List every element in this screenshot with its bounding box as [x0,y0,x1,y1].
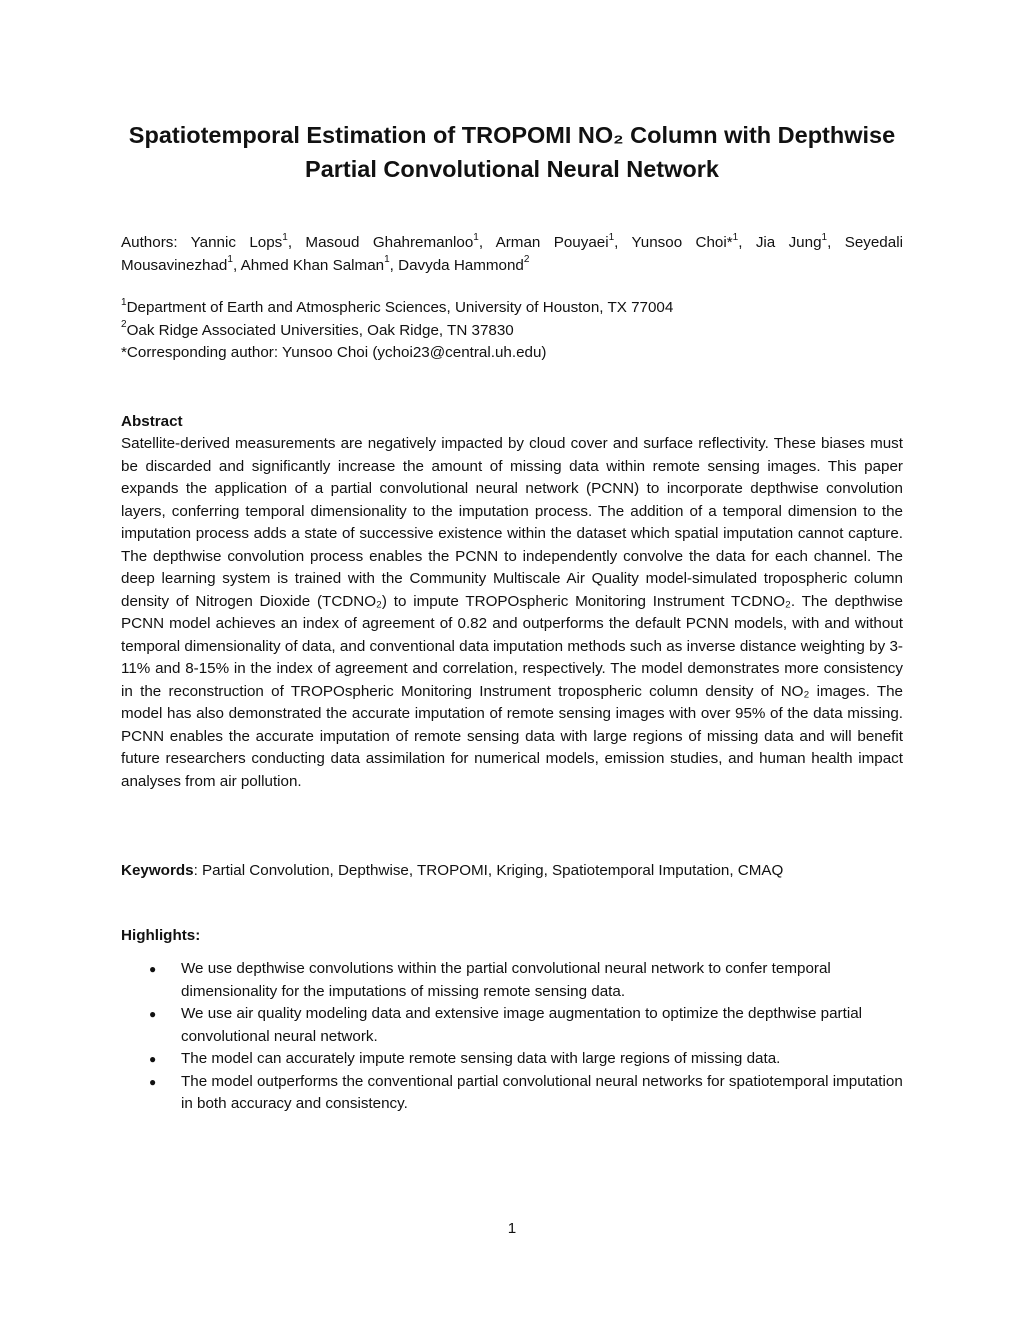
paper-title-line-2: Partial Convolutional Neural Network [305,156,719,182]
author-8: Davyda Hammond$^2$ [398,254,530,274]
author-3: Arman Pouyaei$^1$ [495,231,615,251]
keywords-list: : Partial Convolution, Depthwise, TROPOMI, Kriging, Spatiotemporal Imputation, CMAQ [193,862,784,879]
affiliations [121,297,903,365]
corresponding-author: *Corresponding author: Yunsoo Choi (ychoi23@central.uh.edu) [121,344,547,361]
author-7: Ahmed Khan Salman$^1$ [240,254,390,274]
keywords [121,860,903,883]
highlight-item: ● We use depthwise convolutions within the partial convolutional neural network to confer temporal dimensionality for the imputations of missing remote sensing data. [149,960,831,1000]
affiliation-1: $^1$Department of Earth and Atmospheric Sciences, University of Houston, TX 77004 [121,296,674,316]
author-6: Seyedali Mousavinezhad$^1$ [121,234,903,274]
highlights-heading: Highlights: [121,927,201,944]
paper-title [90,118,934,186]
authors-label: Authors: [121,234,178,251]
page-number: 1 [507,1220,517,1237]
author-1: Yannic Lops$^1$ [190,231,288,251]
author-2: Masoud Ghahremanloo$^1$ [305,231,479,251]
affiliation-2: $^2$Oak Ridge Associated Universities, Oak Ridge, TN 37830 [121,319,514,339]
author-5: Jia Jung$^1$ [755,231,828,251]
abstract-heading: Abstract [121,413,183,430]
highlight-item: ● The model outperforms the conventional partial convolutional neural networks for spatiotemporal imputation in both accuracy and consistency. [149,1072,903,1112]
abstract-body: Satellite-derived measurements are negatively impacted by cloud cover and surface reflectivity. These biases must be discarded and significantly increase the amount of missing data within remote sensing images. This paper expands the application of a partial convolutional neural network (PCNN) to incorporate depthwise convolution layers, conferring temporal dimensionality to the imputation process. The addition of a temporal dimension to the imputation process adds a state of successive existence within the dataset which spatial imputation cannot capture. The depthwise convolution process enables the PCNN to independently convolve the data for each channel. The deep learning system is trained with the Community Multiscale Air Quality model-simulated tropospheric column density of Nitrogen Dioxide (TCDNO₂) to impute TROPOspheric Monitoring Instrument TCDNO₂. The depthwise PCNN model achieves an index of agreement of 0.82 and outperforms the default PCNN models, with and without temporal dimensionality of data, and conventional data imputation methods such as inverse distance weighting by 3-11% and 8-15% in the index of agreement and correlation, respectively. The model demonstrates more consistency in the reconstruction of TROPOspheric Monitoring Instrument tropospheric column density of NO₂ images. The model has also demonstrated the accurate imputation of remote sensing images with over 95% of the data missing. PCNN enables the accurate imputation of remote sensing data with large regions of missing data and will benefit future researchers conducting data assimilation for numerical models, emission studies, and human health impact analyses from air pollution. [121,435,903,790]
highlight-item: ● We use air quality modeling data and extensive image augmentation to optimize the depthwise partial convolutional neural network. [149,1005,863,1045]
keywords-label: Keywords [121,862,194,879]
author-4: Yunsoo Choi*$^1$ [631,231,739,251]
bullet-icon: ● [149,1052,157,1066]
author-list: Authors: Yannic Lops$^1$, Masoud Ghahremanloo$^1$, Arman Pouyaei$^1$, Yunsoo Choi*$^1$, Jia Jung$^1$, Seyedali Mousavinezhad$^1$, Ahmed Khan Salman$^1$, Davyda Hammond$^2$ [121,231,903,274]
highlights-list [121,958,903,1116]
paper-title-line-1: Spatiotemporal Estimation of TROPOMI NO₂ Column with Depthwise [128,122,896,148]
bullet-icon: ● [149,1007,157,1021]
bullet-icon: ● [149,1074,157,1089]
bullet-icon: ● [149,962,157,976]
highlight-item: ● The model can accurately impute remote sensing data with large regions of missing data. [121,1048,903,1071]
